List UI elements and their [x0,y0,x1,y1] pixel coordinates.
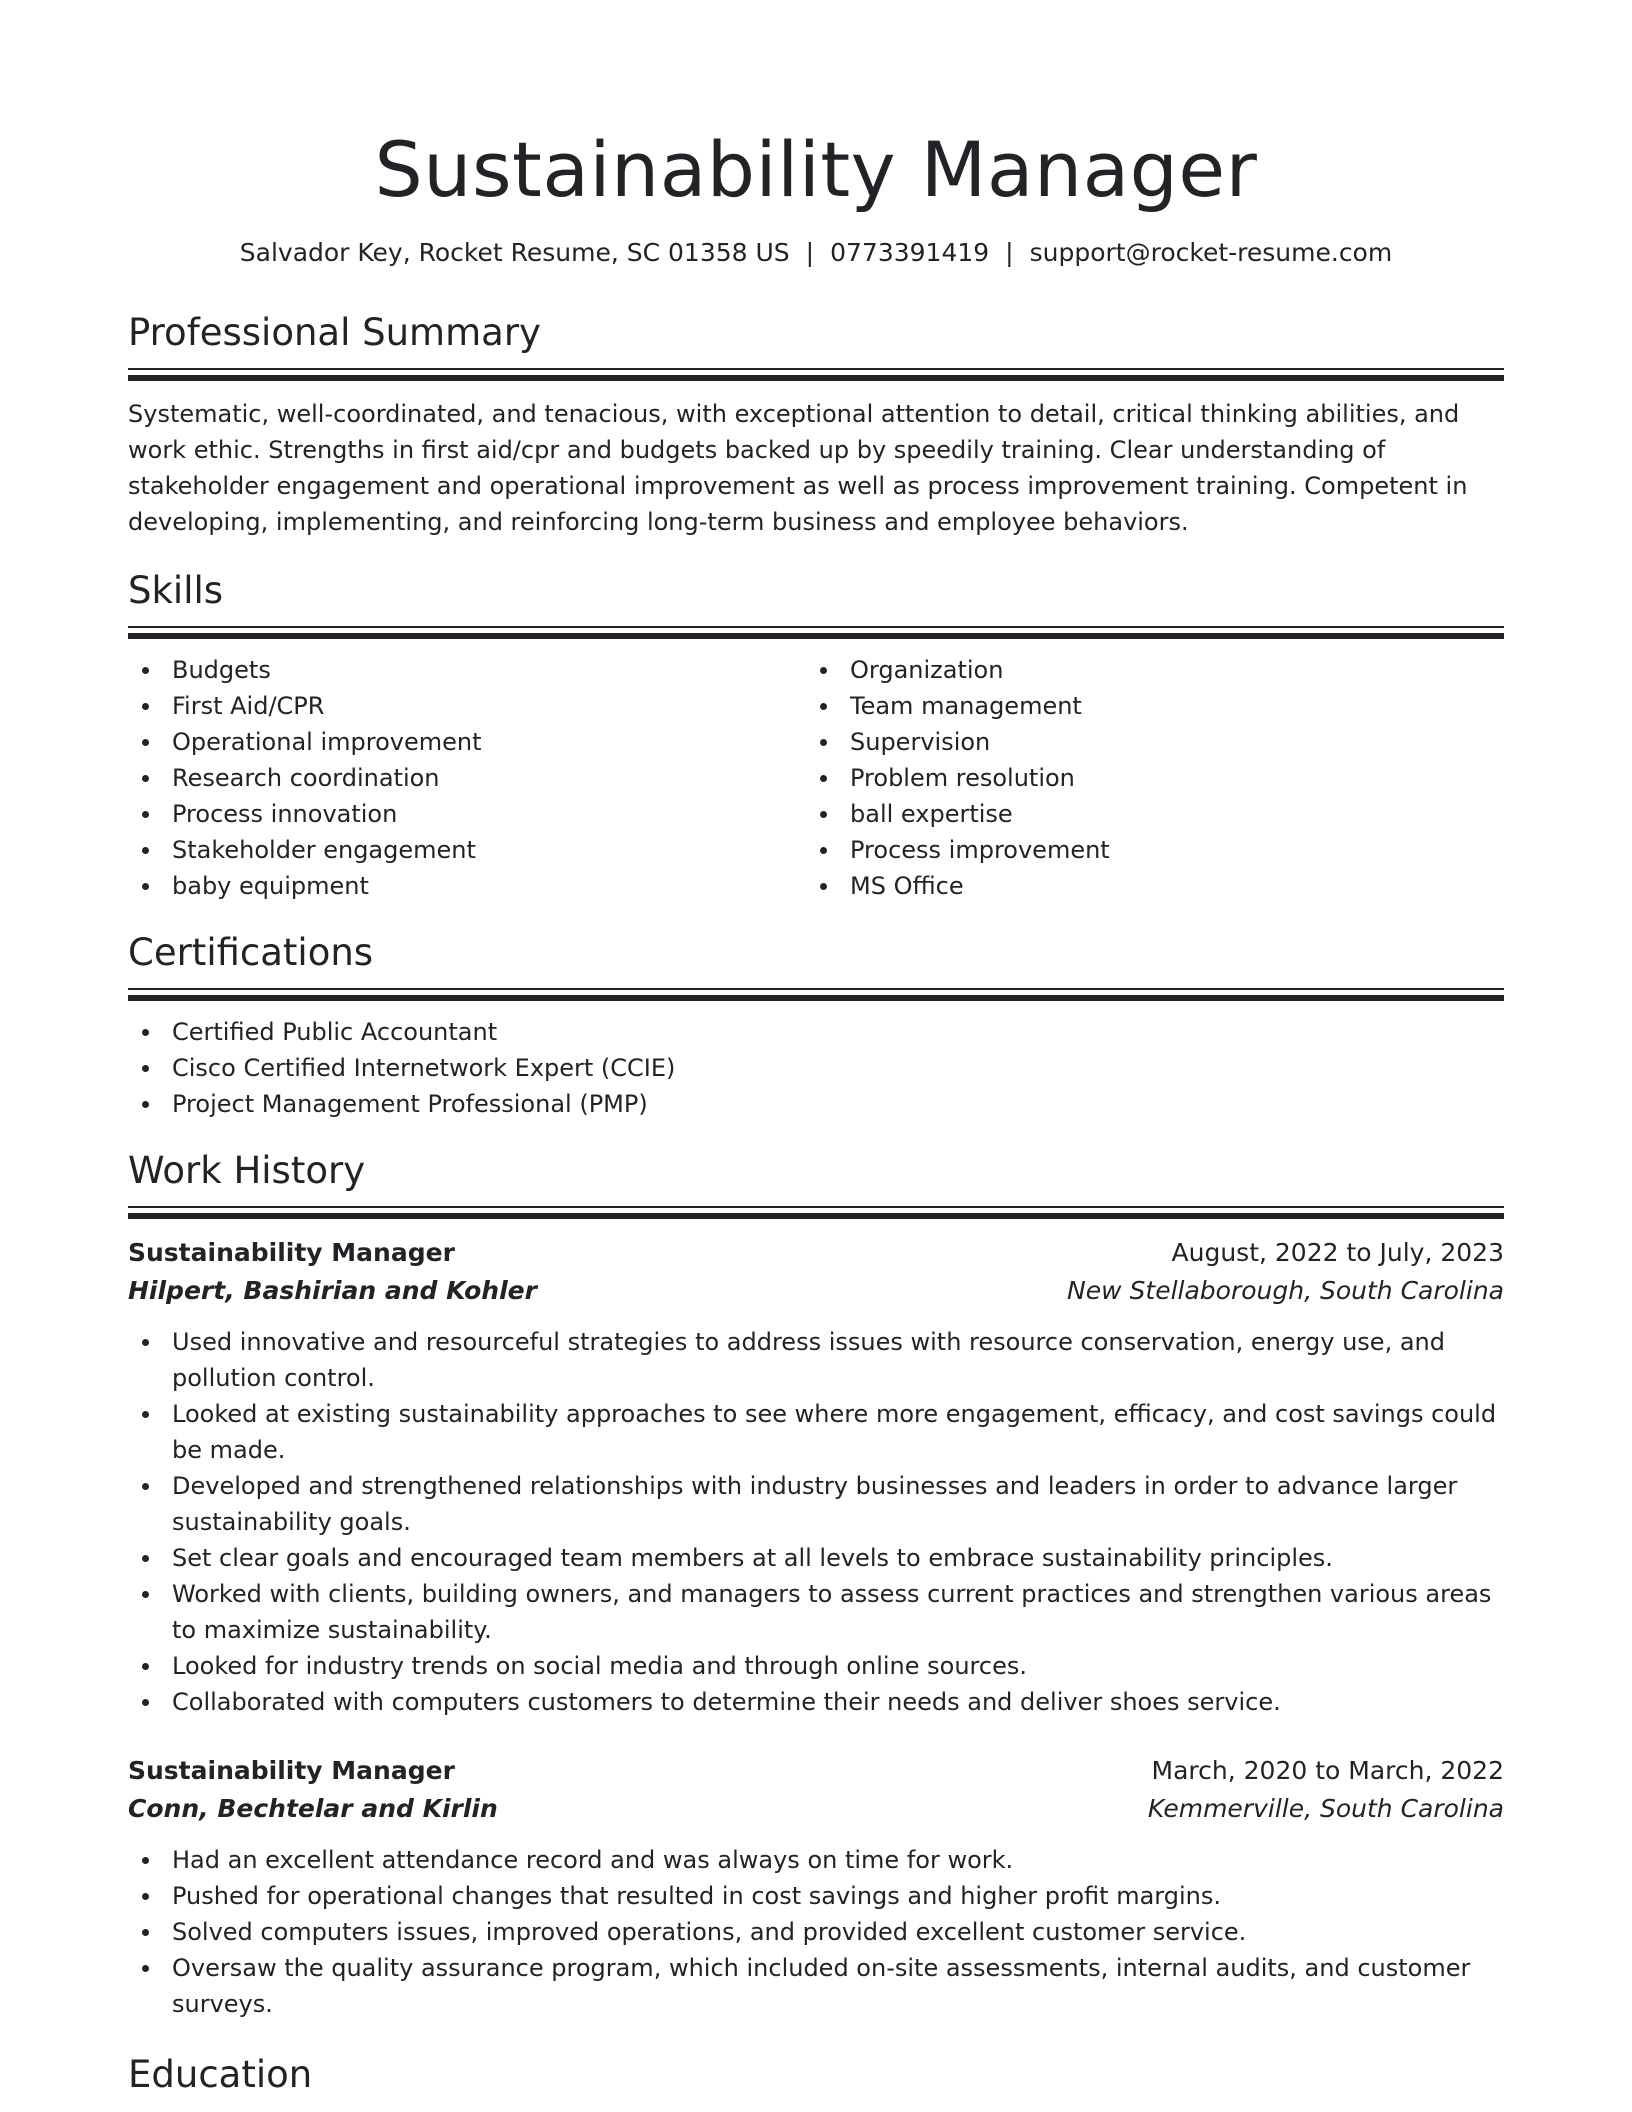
job-company: Hilpert, Bashirian and Kohler [128,1276,537,1305]
job-bullet: Solved computers issues, improved operations, and provided excellent customer service. [128,1914,1504,1950]
job-location: New Stellaborough, South Carolina [1067,1276,1504,1305]
section-divider [128,1206,1504,1220]
education-heading: Education [128,2053,313,2096]
job-bullet: Looked for industry trends on social media and through online sources. [128,1648,1504,1684]
job-bullets [128,1324,1504,1720]
contact-line [128,236,1504,270]
job-bullet: Pushed for operational changes that resulted in cost savings and higher profit margins. [128,1878,1504,1914]
summary-heading: Professional Summary [128,311,541,354]
job-bullet: Worked with clients, building owners, and managers to assess current practices and strengthen various areas to maximize sustainability. [128,1576,1504,1648]
job-title: Sustainability Manager [128,1756,455,1785]
job-subheader [128,1790,1504,1828]
job-header [128,1234,1504,1272]
job-dates: March, 2020 to March, 2022 [1151,1756,1504,1785]
job-bullet: Collaborated with computers customers to determine their needs and deliver shoes service. [128,1684,1504,1720]
skill-item: ball expertise [806,796,1484,832]
job-title: Sustainability Manager [128,1238,455,1267]
skill-item: MS Office [806,868,1484,904]
section-divider [128,988,1504,1002]
skill-item: Supervision [806,724,1484,760]
job-bullet: Developed and strengthened relationships with industry businesses and leaders in order to advance larger sustainability goals. [128,1468,1504,1540]
certifications-list [128,1014,1504,1122]
work-history-heading: Work History [128,1149,366,1192]
work-history-section [128,1148,1504,2022]
skills-grid [128,652,1504,904]
skill-item: Stakeholder engagement [128,832,806,868]
skill-item: Operational improvement [128,724,806,760]
job-bullet: Oversaw the quality assurance program, which included on-site assessments, internal audits, and customer surveys. [128,1950,1504,2022]
skill-item: Research coordination [128,760,806,796]
skills-list-right [806,652,1484,904]
job-bullet: Looked at existing sustainability approaches to see where more engagement, efficacy, and cost savings could be made. [128,1396,1504,1468]
skill-item: Process innovation [128,796,806,832]
certifications-section [128,930,1504,1122]
job-bullet: Set clear goals and encouraged team members at all levels to embrace sustainability principles. [128,1540,1504,1576]
section-divider [128,368,1504,382]
job-bullet: Used innovative and resourceful strategies to address issues with resource conservation, energy use, and pollution control. [128,1324,1504,1396]
skill-item: Process improvement [806,832,1484,868]
skill-item: Budgets [128,652,806,688]
job-entry [128,1752,1504,2022]
job-header [128,1752,1504,1790]
job-bullets [128,1842,1504,2022]
certification-item: Project Management Professional (PMP) [128,1086,1504,1122]
summary-text: Systematic, well-coordinated, and tenacious, with exceptional attention to detail, critical thinking abilities, and work ethic. Strengths in first aid/cpr and budgets backed up by speedily training. Clear understanding of stakeholder engagement and operational improvement as well as process improvement training. Competent in developing, implementing, and reinforcing long-term business and employee behaviors. [128,400,1468,536]
contact-separator: | [805,238,815,267]
contact-address: Salvador Key, Rocket Resume, SC 01358 US [239,238,790,267]
skill-item: First Aid/CPR [128,688,806,724]
contact-phone: 0773391419 [830,238,990,267]
skill-item: Organization [806,652,1484,688]
skill-item: Problem resolution [806,760,1484,796]
resume-page [128,0,1504,2098]
certification-item: Cisco Certified Internetwork Expert (CCIE) [128,1050,1504,1086]
job-subheader [128,1272,1504,1310]
skill-item: Team management [806,688,1484,724]
skills-list-left [128,652,806,904]
job-bullet: Had an excellent attendance record and was always on time for work. [128,1842,1504,1878]
section-divider [128,626,1504,640]
job-dates: August, 2022 to July, 2023 [1171,1238,1504,1267]
skill-item: baby equipment [128,868,806,904]
job-company: Conn, Bechtelar and Kirlin [128,1794,498,1823]
skills-heading: Skills [128,569,224,612]
job-location: Kemmerville, South Carolina [1147,1794,1504,1823]
certification-item: Certified Public Accountant [128,1014,1504,1050]
education-section [128,2052,1504,2098]
contact-email: support@rocket-resume.com [1029,238,1393,267]
skills-section [128,568,1504,904]
contact-separator: | [1005,238,1014,267]
summary-section [128,310,1504,540]
certifications-heading: Certifications [128,931,374,974]
page-title: Sustainability Manager [374,125,1258,214]
job-entry [128,1234,1504,1720]
